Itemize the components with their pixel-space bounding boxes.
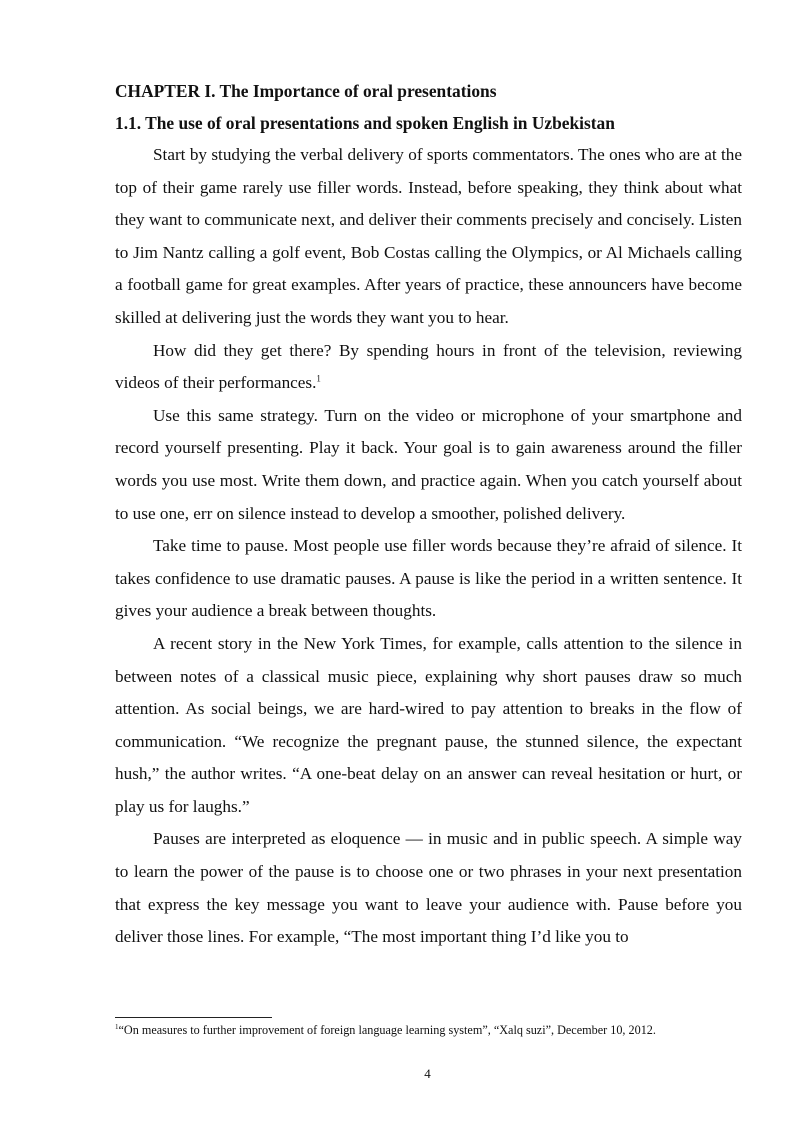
paragraph-2-text: How did they get there? By spending hours in front of the television, reviewing videos of their performances. <box>115 340 742 393</box>
footnote-marker: 1 <box>115 1022 119 1031</box>
page-body <box>115 75 742 954</box>
paragraph-3: Use this same strategy. Turn on the video or microphone of your smartphone and record yourself presenting. Play it back. Your goal is to gain awareness around the filler words you use most. Write them down, and practice again. When you catch yourself about to use one, err on silence instead to develop a smoother, polished delivery. <box>115 405 742 523</box>
paragraph-6: Pauses are interpreted as eloquence — in music and in public speech. A simple way to learn the power of the pause is to choose one or two phrases in your next presentation that express the key message you want to leave your audience with. Pause before you deliver those lines. For example, “The most important thing I’d like you to <box>115 829 742 947</box>
footnote <box>115 1022 755 1038</box>
footnote-reference[interactable]: 1 <box>316 373 321 384</box>
section-title: 1.1. The use of oral presentations and spoken English in Uzbekistan <box>115 113 615 133</box>
footnote-text: “On measures to further improvement of foreign language learning system”, “Xalq suzi”, December 10, 2012. <box>118 1023 656 1037</box>
chapter-title: CHAPTER I. The Importance of oral presentations <box>115 81 497 101</box>
page-number: 4 <box>424 1066 431 1081</box>
footnote-divider <box>115 1017 272 1018</box>
paragraph-5: A recent story in the New York Times, for example, calls attention to the silence in between notes of a classical music piece, explaining why short pauses draw so much attention. As social beings, we are hard-wired to pay attention to breaks in the flow of communication. “We recognize the pregnant pause, the stunned silence, the expectant hush,” the author writes. “A one-beat delay on an answer can reveal hesitation or hurt, or play us for laughs.” <box>115 633 742 816</box>
paragraph-2 <box>115 335 742 400</box>
paragraph-4: Take time to pause. Most people use filler words because they’re afraid of silence. It takes confidence to use dramatic pauses. A pause is like the period in a written sentence. It gives your audience a break between thoughts. <box>115 536 742 621</box>
paragraph-1: Start by studying the verbal delivery of sports commentators. The ones who are at the top of their game rarely use filler words. Instead, before speaking, they think about what they want to communicate next, and deliver their comments precisely and concisely. Listen to Jim Nantz calling a golf event, Bob Costas calling the Olympics, or Al Michaels calling a football game for great examples. After years of practice, these announcers have become skilled at delivering just the words they want you to hear. <box>115 145 742 327</box>
